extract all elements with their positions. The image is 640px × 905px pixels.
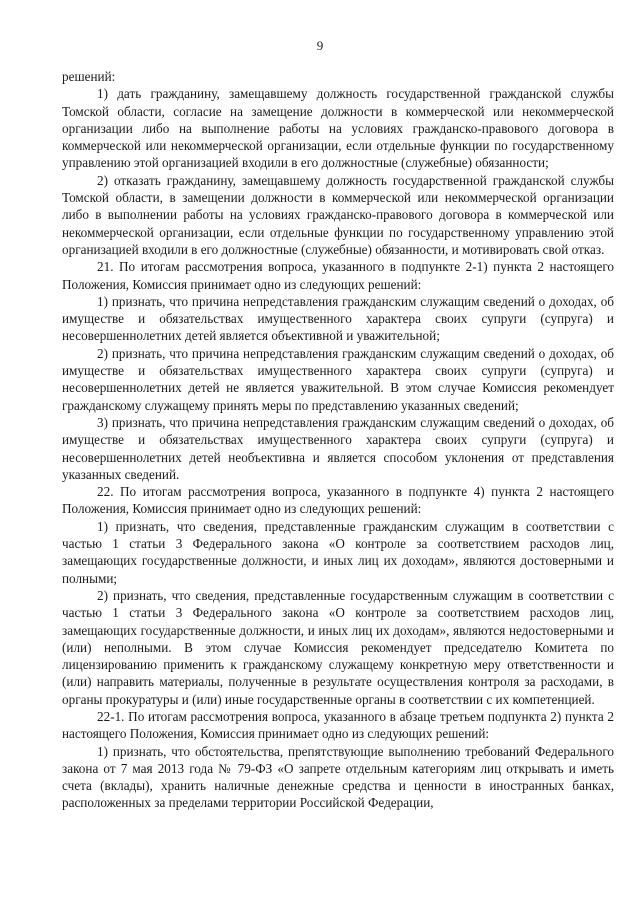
- document-body: [62, 68, 614, 812]
- paragraph-item-22-1-1: 1) признать, что обстоятельства, препятствующие выполнению требований Федерального закона от 7 мая 2013 года № 79-ФЗ «О запрете отдельным категориям лиц открывать и иметь счета (вклады), хранить наличные денежные средства и ценности в иностранных банках, расположенных за пределами территории Российской Федерации,: [62, 743, 614, 811]
- paragraph-decision-consent: 1) дать гражданину, замещавшему должность государственной гражданской службы Томской области, согласие на замещение должности в коммерческой или некоммерческой организации либо на выполнение работы на условиях гражданско-правового договора в коммерческой или некоммерческой организации, если отдельные функции по государственному управлению этой организацией входили в его должностные (служебные) обязанности;: [62, 86, 614, 171]
- paragraph-item-22-2: 2) признать, что сведения, представленные государственным служащим в соответствии с частью 1 статьи 3 Федерального закона «О контроле за соответствием расходов лиц, замещающих государственные должности, и иных лиц их доходам», являются недостоверными и (или) неполными. В этом случае Комиссия рекомендует председателю Комитета по лицензированию применить к гражданскому служащему конкретную меру ответственности и (или) направить материалы, полученные в результате осуществления контроля за расходами, в органы прокуратуры и (или) иные государственные органы в соответствии с их компетенцией.: [62, 587, 614, 707]
- paragraph-item-22-1: 1) признать, что сведения, представленные гражданским служащим в соответствии с частью 1 статьи 3 Федерального закона «О контроле за соответствием расходов лиц, замещающих государственные должности, и иных лиц их доходам», являются достоверными и полными;: [62, 518, 614, 586]
- paragraph-item-21-1: 1) признать, что причина непредставления гражданским служащим сведений о доходах, об имуществе и обязательствах имущественного характера своих супруги (супруга) и несовершеннолетних детей является объективной и уважительной;: [62, 293, 614, 344]
- paragraph-item-21-3: 3) признать, что причина непредставления гражданским служащим сведений о доходах, об имуществе и обязательствах имущественного характера своих супруги (супруга) и несовершеннолетних детей необъективна и является способом уклонения от представления указанных сведений.: [62, 414, 614, 482]
- paragraph-continuation: решений:: [62, 69, 116, 84]
- page-number: 9: [316, 38, 324, 53]
- paragraph-item-21: 21. По итогам рассмотрения вопроса, указанного в подпункте 2-1) пункта 2 настоящего Положения, Комиссия принимает одно из следующих решений:: [62, 259, 614, 292]
- paragraph-item-22: 22. По итогам рассмотрения вопроса, указанного в подпункте 4) пункта 2 настоящего Положения, Комиссия принимает одно из следующих решений:: [62, 484, 614, 517]
- paragraph-item-21-2: 2) признать, что причина непредставления гражданским служащим сведений о доходах, об имуществе и обязательствах имущественного характера своих супруги (супруга) и несовершеннолетних детей не является уважительной. В этом случае Комиссия рекомендует гражданскому служащему принять меры по представлению указанных сведений;: [62, 345, 614, 413]
- paragraph-decision-refuse: 2) отказать гражданину, замещавшему должность государственной гражданской службы Томской области, в замещении должности в коммерческой или некоммерческой организации либо в выполнении работы на условиях гражданско-правового договора в коммерческой или некоммерческой организации, если отдельные функции по государственному управлению этой организацией входили в его должностные (служебные) обязанности, и мотивировать свой отказ.: [62, 172, 614, 257]
- paragraph-item-22-1-heading: 22-1. По итогам рассмотрения вопроса, указанного в абзаце третьем подпункта 2) пункта 2 настоящего Положения, Комиссия принимает одно из следующих решений:: [62, 708, 614, 742]
